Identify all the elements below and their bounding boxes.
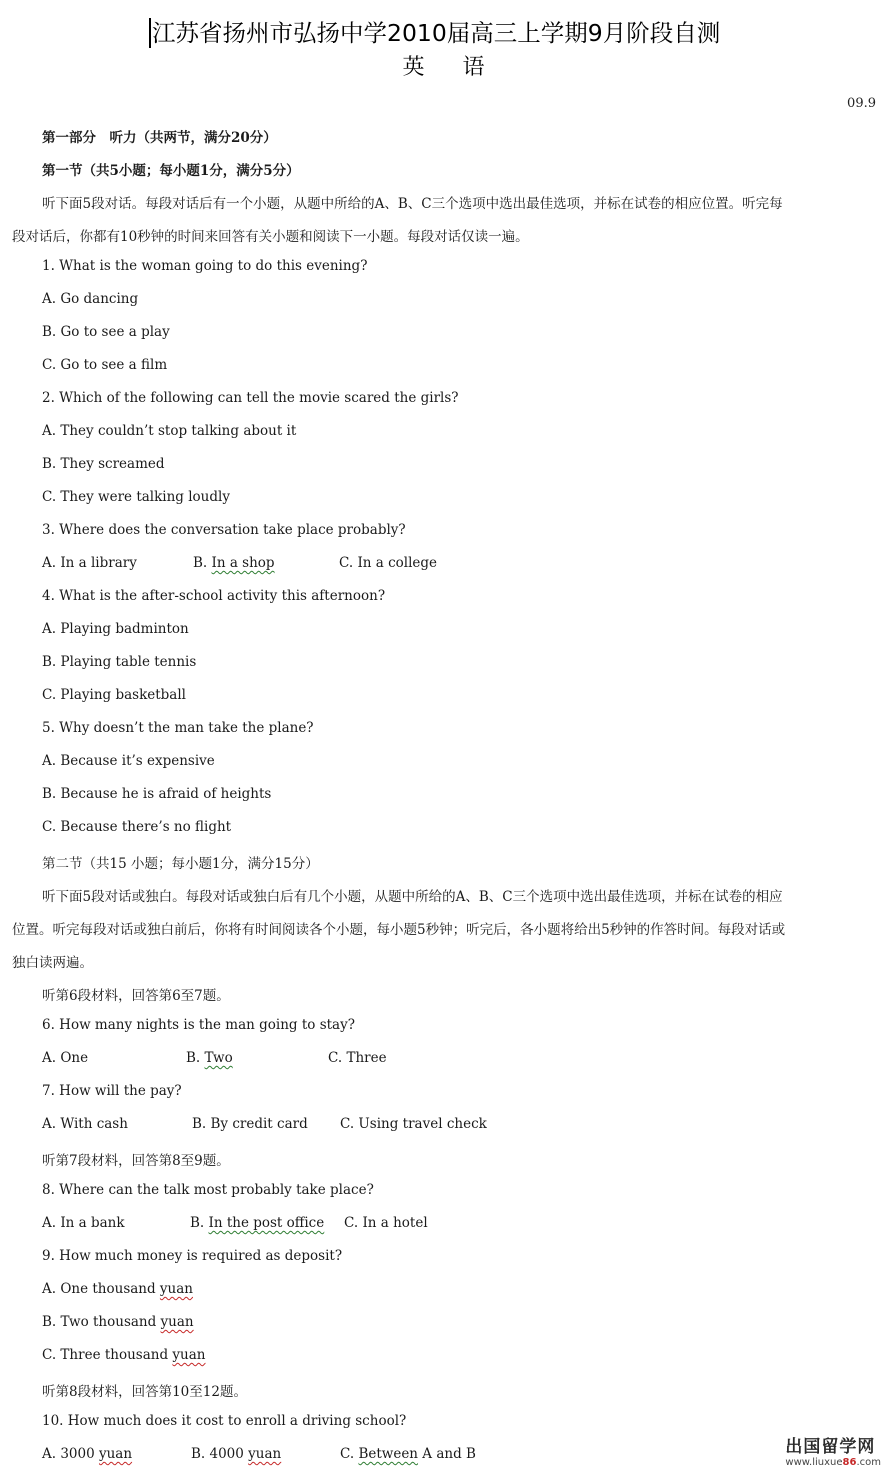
title-row bbox=[0, 8, 887, 47]
section2-instructions-line2: 位置。听完每段对话或独白前后，你将有时间阅读各个小题，每小题5秒钟；听完后，各小题将给出5秒钟的作答时间。每段对话或 bbox=[12, 922, 786, 938]
section1-instructions-line2: 段对话后，你都有10秒钟的时间来回答有关小题和阅读下一小题。每段对话仅读一遍。 bbox=[12, 229, 529, 245]
section2-heading: 第二节（共15 小题；每小题1分，满分15分） bbox=[42, 856, 319, 872]
question-7-option-b: B. By credit card bbox=[192, 1116, 308, 1132]
question-1-option-c: C. Go to see a film bbox=[42, 357, 168, 373]
question-6-stem: 6. How many nights is the man going to stay? bbox=[42, 1017, 355, 1033]
spellcheck-underline: In the post office bbox=[208, 1215, 325, 1231]
question-2-option-c: C. They were talking loudly bbox=[42, 489, 230, 505]
section1-heading: 第一节（共5小题；每小题1分，满分5分） bbox=[42, 163, 300, 179]
question-1-option-a: A. Go dancing bbox=[42, 291, 139, 307]
spellcheck-underline: Two bbox=[204, 1050, 233, 1066]
option-c-text: . In a college bbox=[348, 555, 438, 571]
option-b-text: B. 4000 bbox=[191, 1446, 249, 1462]
spellcheck-underline: yuan bbox=[159, 1281, 193, 1297]
part1-heading: 第一部分 听力（共两节，满分20分） bbox=[42, 130, 277, 146]
question-1-stem: 1. What is the woman going to do this evening? bbox=[42, 258, 368, 274]
option-b-label: B. bbox=[190, 1215, 209, 1231]
question-2-option-a: A. They couldn’t stop talking about it bbox=[42, 423, 297, 439]
question-4-option-a: A. Playing badminton bbox=[42, 621, 189, 637]
question-5-option-b: B. Because he is afraid of heights bbox=[42, 786, 272, 802]
material-8-note: 听第8段材料，回答第10至12题。 bbox=[42, 1384, 247, 1400]
option-b-label: B. bbox=[186, 1050, 205, 1066]
question-10-option-a bbox=[42, 1446, 132, 1462]
option-b-label: B. bbox=[193, 555, 212, 571]
site-watermark bbox=[785, 1432, 881, 1468]
question-10-option-b bbox=[191, 1446, 281, 1462]
question-7-stem: 7. How will the pay? bbox=[42, 1083, 182, 1099]
option-c-label: C bbox=[328, 1050, 338, 1066]
spellcheck-underline: yuan bbox=[248, 1446, 282, 1462]
spellcheck-underline: Between bbox=[358, 1446, 419, 1462]
spellcheck-underline: In a shop bbox=[211, 555, 275, 571]
question-4-option-c: C. Playing basketball bbox=[42, 687, 186, 703]
text-cursor bbox=[149, 18, 151, 48]
option-a-text: A. 3000 bbox=[42, 1446, 99, 1462]
question-2-stem: 2. Which of the following can tell the movie scared the girls? bbox=[42, 390, 459, 406]
question-10-option-c bbox=[340, 1446, 476, 1462]
watermark-url-prefix: www.liuxue bbox=[785, 1457, 843, 1468]
question-5-stem: 5. Why doesn’t the man take the plane? bbox=[42, 720, 314, 736]
question-3-option-b bbox=[193, 555, 345, 571]
option-c-text: . Three bbox=[337, 1050, 387, 1066]
question-9-option-b bbox=[42, 1314, 194, 1330]
section2-instructions-line1: 听下面5段对话或独白。每段对话或独白后有几个小题，从题中所给的A、B、C三个选项中选出最佳选项，并标在试卷的相应 bbox=[42, 889, 783, 905]
question-6-option-a: A. One bbox=[42, 1050, 89, 1066]
spellcheck-underline: yuan bbox=[172, 1347, 206, 1363]
question-3-option-c bbox=[339, 555, 437, 571]
option-c-label: C. bbox=[340, 1446, 359, 1462]
question-4-option-b: B. Playing table tennis bbox=[42, 654, 197, 670]
question-6-option-c bbox=[328, 1050, 387, 1066]
spellcheck-underline: yuan bbox=[98, 1446, 133, 1462]
question-3-stem: 3. Where does the conversation take place probably? bbox=[42, 522, 406, 538]
material-7-note: 听第7段材料，回答第8至9题。 bbox=[42, 1153, 230, 1169]
material-6-note: 听第6段材料，回答第6至7题。 bbox=[42, 988, 230, 1004]
question-6-options bbox=[0, 1050, 887, 1070]
question-9-stem: 9. How much money is required as deposit? bbox=[42, 1248, 343, 1264]
question-9-option-c bbox=[42, 1347, 205, 1363]
question-10-options bbox=[0, 1446, 887, 1466]
subject-heading: 英语 bbox=[402, 55, 523, 80]
watermark-url-accent: 86 bbox=[842, 1457, 857, 1468]
question-2-option-b: B. They screamed bbox=[42, 456, 165, 472]
question-7-options bbox=[0, 1116, 887, 1136]
question-3-option-a: A. In a library bbox=[42, 555, 137, 571]
question-8-option-c bbox=[344, 1215, 428, 1231]
document-date: 09.9 bbox=[847, 96, 876, 111]
question-8-option-a: A. In a bank bbox=[42, 1215, 125, 1231]
document-title: 江苏省扬州市弘扬中学2010届高三上学期9月阶段自测 bbox=[152, 19, 721, 47]
question-5-option-a: A. Because it’s expensive bbox=[42, 753, 215, 769]
question-10-stem: 10. How much does it cost to enroll a driving school? bbox=[42, 1413, 407, 1429]
question-5-option-c: C. Because there’s no flight bbox=[42, 819, 232, 835]
option-b-text: B. Two thousand bbox=[42, 1314, 161, 1330]
spellcheck-underline: yuan bbox=[160, 1314, 194, 1330]
watermark-site-name: 出国留学网 bbox=[785, 1437, 876, 1457]
watermark-url-suffix: .com bbox=[856, 1457, 881, 1468]
question-8-option-b bbox=[190, 1215, 354, 1231]
question-6-option-b bbox=[186, 1050, 345, 1066]
option-c-label: C bbox=[344, 1215, 354, 1231]
option-c-text: C. Three thousand bbox=[42, 1347, 173, 1363]
option-c-text: A and B bbox=[418, 1446, 476, 1462]
question-7-option-a: A. With cash bbox=[42, 1116, 128, 1132]
question-8-stem: 8. Where can the talk most probably take place? bbox=[42, 1182, 374, 1198]
watermark-url bbox=[785, 1457, 881, 1468]
option-c-label: C bbox=[339, 555, 349, 571]
option-a-text: A. One thousand bbox=[42, 1281, 160, 1297]
question-9-option-a bbox=[42, 1281, 193, 1297]
question-8-options bbox=[0, 1215, 887, 1235]
question-1-option-b: B. Go to see a play bbox=[42, 324, 170, 340]
section1-instructions-line1: 听下面5段对话。每段对话后有一个小题，从题中所给的A、B、C三个选项中选出最佳选项，并标在试卷的相应位置。听完每 bbox=[42, 196, 783, 212]
question-4-stem: 4. What is the after-school activity this afternoon? bbox=[42, 588, 386, 604]
option-c-text: . In a hotel bbox=[353, 1215, 428, 1231]
section2-instructions-line3: 独白读两遍。 bbox=[12, 955, 93, 971]
question-3-options bbox=[0, 555, 887, 575]
question-7-option-c: C. Using travel check bbox=[340, 1116, 487, 1132]
